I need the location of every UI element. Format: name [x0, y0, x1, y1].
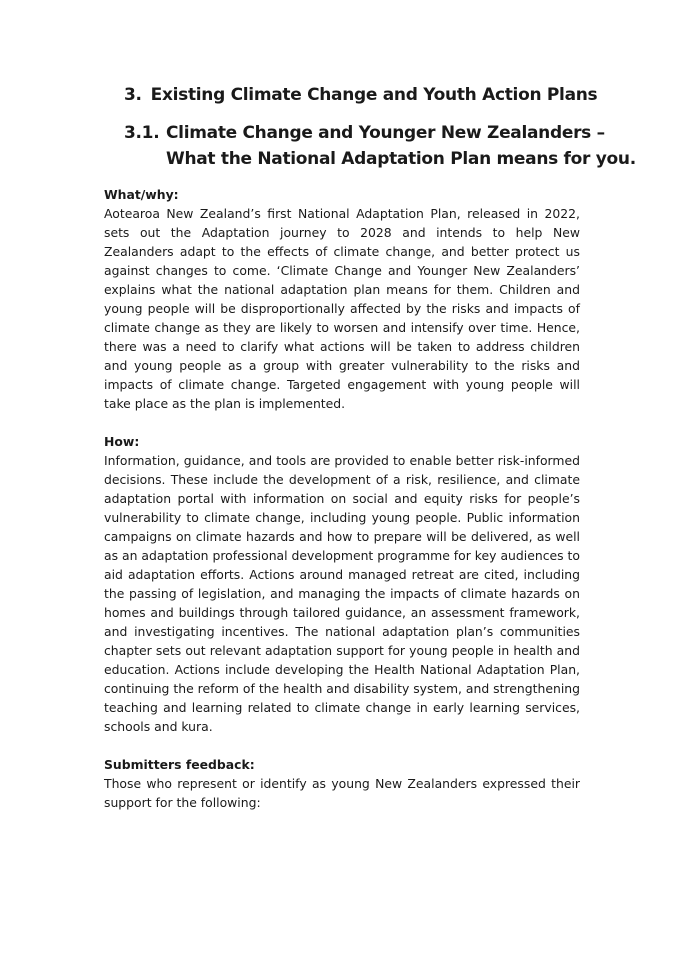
what-why-label: What/why:: [104, 187, 179, 202]
how-label: How:: [104, 434, 140, 449]
section-heading: [124, 84, 644, 106]
subsection-number: 3.1.: [124, 123, 160, 143]
what-why-paragraph: Aotearoa New Zealand’s first National Adaptation Plan, released in 2022, sets out the Adaptation journey to 2028 and intends to help New Zealanders adapt to the effects of climate change, and better protect us against changes to come. ‘Climate Change and Younger New Zealanders’ explains what the national adaptation plan means for them. Children and young people will be disproportionally affected by the risks and impacts of climate change as they are likely to worsen and intensify over time. Hence, there was a need to clarify what actions will be taken to address children and young people as a group with greater vulnerability to the risks and impacts of climate change. Targeted engagement with young people will take place as the plan is implemented.: [104, 206, 580, 411]
paragraph-spacer: [104, 736, 580, 755]
section-title: Existing Climate Change and Youth Action Plans: [150, 85, 598, 105]
how-paragraph: Information, guidance, and tools are provided to enable better risk-informed decisions. These include the development of a risk, resilience, and climate adaptation portal with information on social and equity risks for people’s vulnerability to climate change, including young people. Public information campaigns on climate hazards and how to prepare will be delivered, as well as an adaptation professional development programme for key audiences to aid adaptation efforts. Actions around managed retreat are cited, including the passing of legislation, and managing the impacts of climate hazards on homes and buildings through tailored guidance, an assessment framework, and investigating incentives. The national adaptation plan’s communities chapter sets out relevant adaptation support for young people in health and education. Actions include developing the Health National Adaptation Plan, continuing the reform of the health and disability system, and strengthening teaching and learning related to climate change in early learning services, schools and kura.: [104, 453, 580, 734]
subsection-title-line-1: Climate Change and Younger New Zealanders –: [166, 123, 605, 143]
paragraph-spacer: [104, 413, 580, 432]
section-number: 3.: [124, 85, 142, 105]
submitters-feedback-paragraph: Those who represent or identify as young New Zealanders expressed their support for the following:: [104, 776, 580, 810]
body-content: [104, 185, 580, 812]
submitters-feedback-label: Submitters feedback:: [104, 757, 255, 772]
subsection-title-line-2: What the National Adaptation Plan means for you.: [166, 149, 636, 169]
subsection-heading: [124, 120, 636, 172]
